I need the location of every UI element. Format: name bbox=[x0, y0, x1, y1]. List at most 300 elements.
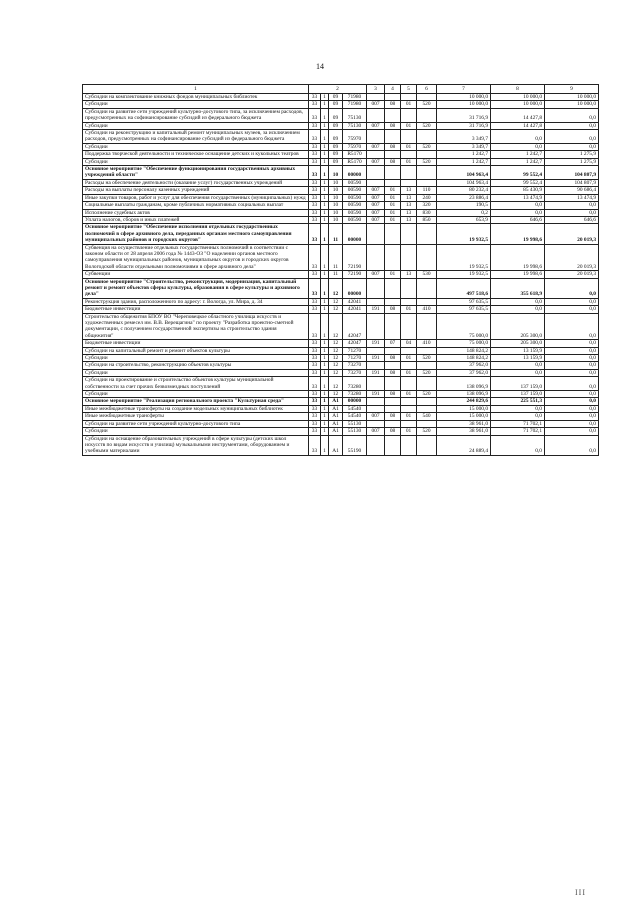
cell-v9: 0,0 bbox=[545, 435, 599, 455]
cell-c4: 42041 bbox=[343, 306, 367, 313]
cell-c1: 33 bbox=[309, 362, 321, 369]
cell-c4: 73280 bbox=[343, 391, 367, 398]
cell-c6: 08 bbox=[385, 355, 401, 362]
cell-c2: 1 bbox=[321, 347, 329, 354]
header-col-6: 6 bbox=[417, 85, 437, 94]
table-row bbox=[83, 122, 599, 129]
cell-c8: 520 bbox=[417, 391, 437, 398]
cell-c4: 73280 bbox=[343, 377, 367, 391]
cell-c3: 12 bbox=[329, 313, 343, 340]
cell-c1: 33 bbox=[309, 194, 321, 201]
cell-v8: 0,0 bbox=[491, 143, 545, 150]
cell-c2: 1 bbox=[321, 306, 329, 313]
cell-v9: 646,6 bbox=[545, 216, 599, 223]
cell-c2: 1 bbox=[321, 216, 329, 223]
cell-v9: 0,0 bbox=[545, 391, 599, 398]
cell-c6: 08 bbox=[385, 306, 401, 313]
cell-name: Строительство общежития БПОУ ВО "Череповецкое областного училища искусств и художественных ремесел им. В.В. Верещагина" по проекту "Разработка проектно-сметной документации, с получением государственной экспертизы на строительство здания общежития" bbox=[83, 313, 309, 340]
header-col-9: 9 bbox=[545, 85, 599, 94]
cell-c6 bbox=[385, 94, 401, 101]
cell-name: Расходы на обеспечение деятельности (оказание услуг) государственных учреждений bbox=[83, 179, 309, 186]
cell-c2: 1 bbox=[321, 202, 329, 209]
cell-c5 bbox=[367, 362, 385, 369]
table-row bbox=[83, 166, 599, 180]
cell-c3: 11 bbox=[329, 224, 343, 244]
cell-c6: 08 bbox=[385, 143, 401, 150]
corner-mark: III bbox=[575, 888, 586, 897]
cell-name: Исполнение судебных актов bbox=[83, 209, 309, 216]
cell-c8: 520 bbox=[417, 158, 437, 165]
cell-c6 bbox=[385, 278, 401, 298]
cell-c1: 33 bbox=[309, 179, 321, 186]
table-row bbox=[83, 244, 599, 271]
cell-name: Бюджетные инвестиции bbox=[83, 340, 309, 347]
cell-v7: 15 000,0 bbox=[437, 413, 491, 420]
cell-v7: 104 963,4 bbox=[437, 179, 491, 186]
cell-name: Поддержка творческой деятельности и техническое оснащение детских и кукольных театров bbox=[83, 151, 309, 158]
cell-c3: 09 bbox=[329, 94, 343, 101]
cell-c2: 1 bbox=[321, 194, 329, 201]
cell-c7 bbox=[401, 224, 417, 244]
cell-v7: 1 242,7 bbox=[437, 151, 491, 158]
cell-c6 bbox=[385, 313, 401, 340]
cell-v9: 0,0 bbox=[545, 428, 599, 435]
cell-v9: 0,0 bbox=[545, 306, 599, 313]
cell-c5 bbox=[367, 224, 385, 244]
cell-v7: 31 716,9 bbox=[437, 108, 491, 122]
cell-c5: 007 bbox=[367, 194, 385, 201]
cell-c5 bbox=[367, 405, 385, 412]
table-row bbox=[83, 202, 599, 209]
cell-c3: A1 bbox=[329, 413, 343, 420]
cell-c7: 01 bbox=[401, 391, 417, 398]
cell-c7 bbox=[401, 405, 417, 412]
cell-v8: 137 159,0 bbox=[491, 377, 545, 391]
cell-v9: 13 474,9 bbox=[545, 194, 599, 201]
cell-c4: 73270 bbox=[343, 369, 367, 376]
cell-v9: 0,0 bbox=[545, 413, 599, 420]
cell-c8 bbox=[417, 313, 437, 340]
cell-v7: 15 000,0 bbox=[437, 405, 491, 412]
cell-c5: 191 bbox=[367, 369, 385, 376]
cell-c4: 71270 bbox=[343, 355, 367, 362]
cell-name: Иные межбюджетные трансферты bbox=[83, 413, 309, 420]
cell-c1: 33 bbox=[309, 158, 321, 165]
cell-c1: 33 bbox=[309, 187, 321, 194]
table-row bbox=[83, 179, 599, 186]
cell-c2: 1 bbox=[321, 271, 329, 278]
cell-v7: 138 096,9 bbox=[437, 377, 491, 391]
cell-v8: 0,0 bbox=[491, 130, 545, 144]
cell-c1: 33 bbox=[309, 94, 321, 101]
cell-v8: 0,0 bbox=[491, 369, 545, 376]
cell-c5 bbox=[367, 179, 385, 186]
cell-c8 bbox=[417, 377, 437, 391]
cell-v7: 138 096,9 bbox=[437, 391, 491, 398]
cell-c2: 1 bbox=[321, 224, 329, 244]
cell-c7 bbox=[401, 313, 417, 340]
cell-c6 bbox=[385, 151, 401, 158]
header-col-5: 5 bbox=[401, 85, 417, 94]
cell-c5 bbox=[367, 298, 385, 305]
cell-c8: 520 bbox=[417, 101, 437, 108]
cell-c4: 00590 bbox=[343, 209, 367, 216]
cell-v7: 3 349,7 bbox=[437, 130, 491, 144]
cell-c1: 33 bbox=[309, 347, 321, 354]
cell-c1: 33 bbox=[309, 166, 321, 180]
cell-c1: 33 bbox=[309, 428, 321, 435]
cell-v7: 97 635,5 bbox=[437, 306, 491, 313]
cell-name: Субсидии bbox=[83, 143, 309, 150]
cell-c7 bbox=[401, 179, 417, 186]
cell-c7: 13 bbox=[401, 216, 417, 223]
cell-c6: 08 bbox=[385, 122, 401, 129]
cell-c2: 1 bbox=[321, 420, 329, 427]
table-row bbox=[83, 362, 599, 369]
cell-c5: 007 bbox=[367, 158, 385, 165]
cell-c3: 10 bbox=[329, 209, 343, 216]
cell-c8 bbox=[417, 405, 437, 412]
cell-name: Иные закупки товаров, работ и услуг для обеспечения государственных (муниципальных) нужд bbox=[83, 194, 309, 201]
cell-v8: 13 159,9 bbox=[491, 355, 545, 362]
cell-c4: 71980 bbox=[343, 94, 367, 101]
cell-c3: 09 bbox=[329, 130, 343, 144]
cell-name: Субсидии на проектирование и строительство объектов культуры муниципальной собственности за счет прочих безвозмездных поступлений bbox=[83, 377, 309, 391]
cell-c4: 42041 bbox=[343, 298, 367, 305]
cell-c1: 33 bbox=[309, 202, 321, 209]
cell-v7: 31 716,9 bbox=[437, 122, 491, 129]
cell-c4: 00590 bbox=[343, 202, 367, 209]
cell-c8: 530 bbox=[417, 271, 437, 278]
cell-v7: 23 886,4 bbox=[437, 194, 491, 201]
cell-c4: 00000 bbox=[343, 278, 367, 298]
cell-v7: 38 961,0 bbox=[437, 428, 491, 435]
cell-c7: 01 bbox=[401, 355, 417, 362]
cell-name: Субсидии bbox=[83, 428, 309, 435]
cell-v8: 0,0 bbox=[491, 435, 545, 455]
cell-c7 bbox=[401, 244, 417, 271]
cell-c6: 01 bbox=[385, 271, 401, 278]
cell-c8 bbox=[417, 166, 437, 180]
header-col-7: 7 bbox=[437, 85, 491, 94]
cell-c3: 12 bbox=[329, 369, 343, 376]
cell-c2: 1 bbox=[321, 94, 329, 101]
cell-v8: 0,0 bbox=[491, 209, 545, 216]
cell-c8: 520 bbox=[417, 143, 437, 150]
cell-c5: 007 bbox=[367, 413, 385, 420]
cell-name: Уплата налогов, сборов и иных платежей bbox=[83, 216, 309, 223]
cell-c4: 71270 bbox=[343, 347, 367, 354]
cell-c5 bbox=[367, 377, 385, 391]
cell-c3: 12 bbox=[329, 391, 343, 398]
cell-c4: 42047 bbox=[343, 340, 367, 347]
cell-name: Субсидии на оснащение образовательных учреждений в сфере культуры (детских школ искусств по видам искусств и училищ) музыкальными инструментами, оборудованием и учебными материалами bbox=[83, 435, 309, 455]
cell-c7: 01 bbox=[401, 122, 417, 129]
cell-c8 bbox=[417, 130, 437, 144]
cell-c8 bbox=[417, 420, 437, 427]
cell-name: Основное мероприятие "Обеспечение исполнения отдельных государственных полномочий в сфере архивного дела, переданных органам местного самоуправления муниципальных районов и городских округов" bbox=[83, 224, 309, 244]
cell-c5: 007 bbox=[367, 271, 385, 278]
cell-v7: 3 349,7 bbox=[437, 143, 491, 150]
header-col-2: 2 bbox=[309, 85, 367, 94]
cell-c7: 13 bbox=[401, 187, 417, 194]
cell-c3: 10 bbox=[329, 179, 343, 186]
cell-c2: 1 bbox=[321, 369, 329, 376]
cell-c5: 007 bbox=[367, 122, 385, 129]
cell-v8: 1 242,7 bbox=[491, 158, 545, 165]
cell-c1: 33 bbox=[309, 377, 321, 391]
cell-c1: 33 bbox=[309, 313, 321, 340]
budget-table bbox=[82, 84, 599, 456]
cell-c3: 12 bbox=[329, 278, 343, 298]
cell-name: Субсидии bbox=[83, 355, 309, 362]
cell-v9: 104 807,9 bbox=[545, 179, 599, 186]
cell-c8: 520 bbox=[417, 428, 437, 435]
cell-c6: 01 bbox=[385, 216, 401, 223]
table-row bbox=[83, 413, 599, 420]
cell-c7: 01 bbox=[401, 158, 417, 165]
cell-v8: 13 474,9 bbox=[491, 194, 545, 201]
cell-c6: 01 bbox=[385, 209, 401, 216]
cell-c7 bbox=[401, 108, 417, 122]
cell-c1: 33 bbox=[309, 151, 321, 158]
cell-v7: 104 963,4 bbox=[437, 166, 491, 180]
cell-c8 bbox=[417, 298, 437, 305]
cell-name: Субсидии на реконструкцию и капитальный ремонт муниципальных музеев, за исключением расходов, предусмотренных на софинансирование субсидий из федерального бюджета bbox=[83, 130, 309, 144]
cell-c3: 09 bbox=[329, 158, 343, 165]
cell-c5 bbox=[367, 398, 385, 405]
cell-c6 bbox=[385, 405, 401, 412]
cell-c1: 33 bbox=[309, 101, 321, 108]
cell-c5 bbox=[367, 435, 385, 455]
cell-c5: 191 bbox=[367, 306, 385, 313]
cell-c4: 55130 bbox=[343, 420, 367, 427]
cell-c7: 01 bbox=[401, 369, 417, 376]
cell-c7: 13 bbox=[401, 271, 417, 278]
cell-c6: 08 bbox=[385, 391, 401, 398]
cell-v9: 0,0 bbox=[545, 420, 599, 427]
table-row bbox=[83, 101, 599, 108]
cell-c6 bbox=[385, 377, 401, 391]
cell-c2: 1 bbox=[321, 158, 329, 165]
cell-c6: 01 bbox=[385, 202, 401, 209]
cell-c3: 12 bbox=[329, 377, 343, 391]
cell-c6: 08 bbox=[385, 413, 401, 420]
cell-c4: 55130 bbox=[343, 428, 367, 435]
cell-c5: 007 bbox=[367, 143, 385, 150]
header-col-3: 3 bbox=[367, 85, 385, 94]
cell-v7: 10 000,0 bbox=[437, 94, 491, 101]
cell-name: Бюджетные инвестиции bbox=[83, 306, 309, 313]
table-row bbox=[83, 224, 599, 244]
cell-v8: 205 300,0 bbox=[491, 340, 545, 347]
cell-c7: 01 bbox=[401, 101, 417, 108]
cell-c1: 33 bbox=[309, 143, 321, 150]
table-row bbox=[83, 398, 599, 405]
cell-c4: 75970 bbox=[343, 143, 367, 150]
table-row bbox=[83, 216, 599, 223]
cell-c7 bbox=[401, 278, 417, 298]
cell-c6 bbox=[385, 166, 401, 180]
cell-name: Субсидии на развитие сети учреждений культурно-досугового типа bbox=[83, 420, 309, 427]
cell-c3: A1 bbox=[329, 420, 343, 427]
cell-c3: 09 bbox=[329, 122, 343, 129]
cell-c2: 1 bbox=[321, 391, 329, 398]
cell-c2: 1 bbox=[321, 435, 329, 455]
table-row bbox=[83, 108, 599, 122]
table-row bbox=[83, 306, 599, 313]
cell-c4: 73270 bbox=[343, 362, 367, 369]
cell-c7 bbox=[401, 377, 417, 391]
cell-c1: 33 bbox=[309, 224, 321, 244]
cell-c2: 1 bbox=[321, 187, 329, 194]
cell-c3: 12 bbox=[329, 347, 343, 354]
table-body bbox=[83, 94, 599, 456]
cell-name: Расходы на выплаты персоналу казенных учреждений bbox=[83, 187, 309, 194]
cell-c4: 75970 bbox=[343, 130, 367, 144]
cell-c8: 410 bbox=[417, 340, 437, 347]
cell-v8: 10 000,0 bbox=[491, 94, 545, 101]
table-row bbox=[83, 187, 599, 194]
cell-c3: 10 bbox=[329, 187, 343, 194]
cell-c5: 191 bbox=[367, 391, 385, 398]
cell-c2: 1 bbox=[321, 166, 329, 180]
cell-c2: 1 bbox=[321, 398, 329, 405]
cell-c7 bbox=[401, 420, 417, 427]
cell-c8: 240 bbox=[417, 194, 437, 201]
cell-c4: 75130 bbox=[343, 108, 367, 122]
cell-c1: 33 bbox=[309, 216, 321, 223]
cell-v8: 85 430,9 bbox=[491, 187, 545, 194]
cell-c7: 04 bbox=[401, 340, 417, 347]
cell-c2: 1 bbox=[321, 362, 329, 369]
cell-c1: 33 bbox=[309, 355, 321, 362]
cell-c3: 10 bbox=[329, 216, 343, 223]
cell-c3: 12 bbox=[329, 362, 343, 369]
cell-c1: 33 bbox=[309, 420, 321, 427]
cell-c8: 110 bbox=[417, 187, 437, 194]
cell-v8: 355 618,9 bbox=[491, 278, 545, 298]
cell-c6 bbox=[385, 362, 401, 369]
cell-c5 bbox=[367, 244, 385, 271]
cell-c7: 01 bbox=[401, 428, 417, 435]
cell-c2: 1 bbox=[321, 278, 329, 298]
cell-c8: 850 bbox=[417, 216, 437, 223]
cell-c8: 830 bbox=[417, 209, 437, 216]
cell-v9: 20 019,3 bbox=[545, 224, 599, 244]
cell-v8: 19 998,6 bbox=[491, 271, 545, 278]
cell-v9: 0,0 bbox=[545, 122, 599, 129]
cell-c7: 13 bbox=[401, 194, 417, 201]
cell-v8: 0,0 bbox=[491, 298, 545, 305]
cell-c1: 33 bbox=[309, 398, 321, 405]
cell-c4: 75130 bbox=[343, 122, 367, 129]
cell-c5: 191 bbox=[367, 340, 385, 347]
cell-c1: 33 bbox=[309, 244, 321, 271]
cell-c4: R5170 bbox=[343, 151, 367, 158]
cell-c3: 12 bbox=[329, 340, 343, 347]
cell-c8: 320 bbox=[417, 202, 437, 209]
cell-c4: 72190 bbox=[343, 244, 367, 271]
cell-c4: 00590 bbox=[343, 187, 367, 194]
cell-name: Субвенция на осуществление отдельных государственных полномочий в соответствии с законом области от 28 апреля 2006 года № 1443-ОЗ "О наделении органов местного самоуправления муниципальных районов, муниципальных округов и городских округов Вологодской области отдельными полномочиями в сфере архивного дела" bbox=[83, 244, 309, 271]
cell-v7: 190,5 bbox=[437, 202, 491, 209]
table-row bbox=[83, 340, 599, 347]
cell-c4: 55190 bbox=[343, 435, 367, 455]
cell-v7: 497 518,6 bbox=[437, 278, 491, 298]
cell-v7: 38 961,0 bbox=[437, 420, 491, 427]
cell-c5: 007 bbox=[367, 216, 385, 223]
cell-name: Субсидии bbox=[83, 101, 309, 108]
cell-c6 bbox=[385, 224, 401, 244]
cell-c5: 007 bbox=[367, 187, 385, 194]
cell-c3: 10 bbox=[329, 194, 343, 201]
cell-c8 bbox=[417, 278, 437, 298]
cell-c6: 08 bbox=[385, 101, 401, 108]
cell-v9: 0,0 bbox=[545, 143, 599, 150]
cell-v7: 37 962,0 bbox=[437, 362, 491, 369]
cell-v9: 0,0 bbox=[545, 355, 599, 362]
cell-c5 bbox=[367, 420, 385, 427]
cell-c2: 1 bbox=[321, 377, 329, 391]
cell-name: Основное мероприятие "Строительство, реконструкция, модернизация, капитальный ремонт и ремонт объектов сферы культуры, образования в сфере культуры и архивного дела" bbox=[83, 278, 309, 298]
cell-c3: 11 bbox=[329, 244, 343, 271]
budget-table-container bbox=[82, 84, 598, 456]
header-col-1: 1 bbox=[83, 85, 309, 94]
cell-c8 bbox=[417, 151, 437, 158]
cell-v9: 104 807,9 bbox=[545, 166, 599, 180]
cell-v8: 71 702,1 bbox=[491, 420, 545, 427]
header-col-4: 4 bbox=[385, 85, 401, 94]
cell-v9: 0,0 bbox=[545, 347, 599, 354]
cell-c3: 10 bbox=[329, 166, 343, 180]
cell-c3: 12 bbox=[329, 355, 343, 362]
cell-v8: 1 242,7 bbox=[491, 151, 545, 158]
table-row bbox=[83, 435, 599, 455]
cell-c2: 1 bbox=[321, 313, 329, 340]
cell-c2: 1 bbox=[321, 143, 329, 150]
table-row bbox=[83, 194, 599, 201]
cell-v8: 0,0 bbox=[491, 413, 545, 420]
cell-c1: 33 bbox=[309, 413, 321, 420]
table-row bbox=[83, 420, 599, 427]
cell-c2: 1 bbox=[321, 179, 329, 186]
cell-c7 bbox=[401, 298, 417, 305]
cell-v7: 244 829,6 bbox=[437, 398, 491, 405]
cell-name: Субсидии bbox=[83, 158, 309, 165]
cell-c2: 1 bbox=[321, 122, 329, 129]
cell-v9: 0,0 bbox=[545, 209, 599, 216]
cell-c1: 33 bbox=[309, 369, 321, 376]
cell-c2: 1 bbox=[321, 428, 329, 435]
cell-v7: 148 824,2 bbox=[437, 355, 491, 362]
cell-name: Реконструкция здания, расположенного по адресу: г. Вологда, ул. Мира, д. 34 bbox=[83, 298, 309, 305]
cell-c5 bbox=[367, 313, 385, 340]
cell-c2: 1 bbox=[321, 151, 329, 158]
cell-c5 bbox=[367, 347, 385, 354]
cell-c2: 1 bbox=[321, 298, 329, 305]
cell-c8 bbox=[417, 435, 437, 455]
cell-c8: 520 bbox=[417, 355, 437, 362]
cell-v9: 0,0 bbox=[545, 398, 599, 405]
cell-v9: 0,0 bbox=[545, 202, 599, 209]
cell-c8 bbox=[417, 94, 437, 101]
cell-c6 bbox=[385, 435, 401, 455]
cell-c4: 00000 bbox=[343, 166, 367, 180]
cell-name: Основное мероприятие "Реализация регионального проекта "Культурная среда" bbox=[83, 398, 309, 405]
cell-v8: 13 159,9 bbox=[491, 347, 545, 354]
cell-c1: 33 bbox=[309, 298, 321, 305]
